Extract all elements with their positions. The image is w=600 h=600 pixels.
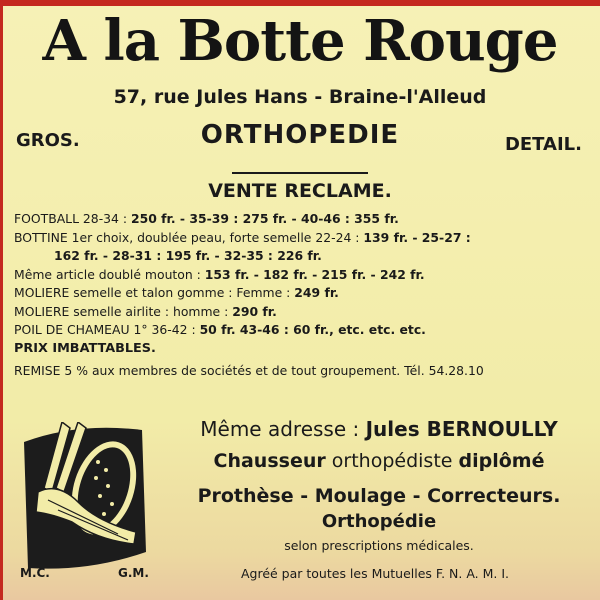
orthopedie-line: Orthopédie	[321, 511, 437, 532]
mutuelles-note: Agréé par toutes les Mutuelles F. N. A. M. I.	[240, 566, 510, 581]
price-line-bottine: BOTTINE 1er choix, doublée peau, forte semelle 22-24 : 139 fr. - 25-27 :	[14, 229, 471, 245]
shop-address: 57, rue Jules Hans - Braine-l'Alleud	[113, 86, 487, 108]
shop-title: A la Botte Rouge	[42, 8, 558, 74]
chausseur-line: Chausseur orthopédiste diplômé	[213, 450, 545, 472]
same-address-line: Même adresse : Jules BERNOULLY	[200, 417, 558, 441]
orthopedie-heading: ORTHOPEDIE	[200, 120, 400, 150]
gros-label: GROS.	[16, 130, 80, 151]
sale-heading: VENTE RECLAME.	[208, 180, 392, 202]
red-edge-top	[0, 0, 600, 6]
price-line-bottine-cont: 162 fr. - 28-31 : 195 fr. - 32-35 : 226 fr.	[54, 248, 322, 263]
price-line-football: FOOTBALL 28-34 : 250 fr. - 35-39 : 275 fr. - 40-46 : 355 fr.	[14, 211, 399, 226]
detail-label: DETAIL.	[504, 134, 582, 155]
price-line-moliere-airlite: MOLIERE semelle airlite : homme : 290 fr.	[14, 303, 277, 319]
prix-imbattables: PRIX IMBATTABLES.	[14, 340, 156, 356]
initials-left: M.C.	[20, 566, 50, 580]
remise-line: REMISE 5 % aux membres de sociétés et de tout groupement. Tél. 54.28.10	[14, 363, 484, 378]
prescription-note: selon prescriptions médicales.	[284, 538, 474, 553]
price-line-moliere-gomme: MOLIERE semelle et talon gomme : Femme : 249 fr.	[14, 285, 339, 300]
initials-right: G.M.	[118, 566, 149, 580]
foot-skeleton-logo-icon	[18, 422, 150, 574]
price-line-mouton: Même article doublé mouton : 153 fr. - 182 fr. - 215 fr. - 242 fr.	[14, 266, 425, 282]
price-line-poil-chameau: POIL DE CHAMEAU 1° 36-42 : 50 fr. 43-46 : 60 fr., etc. etc. etc.	[14, 322, 426, 337]
prothese-line: Prothèse - Moulage - Correcteurs.	[197, 485, 561, 507]
price-list	[14, 210, 592, 381]
divider-rule	[232, 172, 368, 174]
